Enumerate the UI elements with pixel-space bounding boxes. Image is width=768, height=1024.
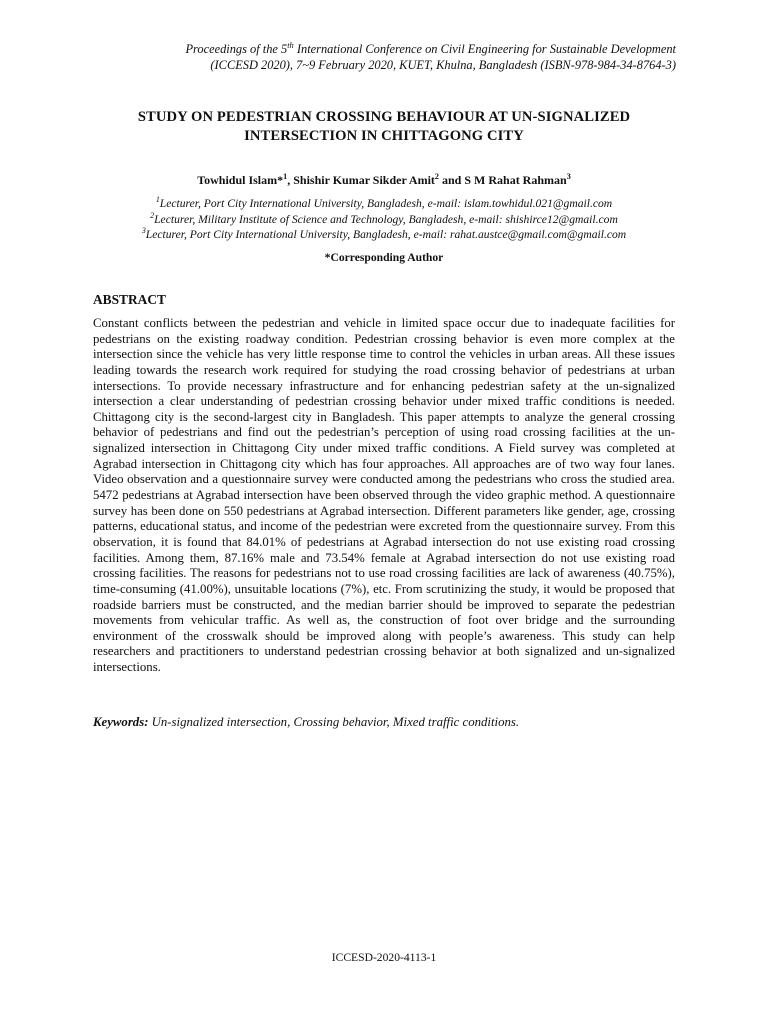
page-footer-id: ICCESD-2020-4113-1 [331, 951, 437, 964]
author-2: , Shishir Kumar Sikder Amit [287, 173, 435, 187]
affiliation-2 [80, 212, 688, 228]
header-line-2: (ICCESD 2020), 7~9 February 2020, KUET, Khulna, Bangladesh (ISBN-978-984-34-8764-3) [210, 57, 676, 72]
keywords-line [93, 715, 675, 730]
paper-title [80, 108, 688, 145]
author-1: Towhidul Islam* [197, 173, 284, 187]
abstract-heading: ABSTRACT [93, 292, 166, 307]
author-list [80, 173, 688, 188]
affiliation-2-sup: 2 [150, 210, 155, 220]
keywords-label: Keywords: [93, 715, 149, 729]
affiliation-3-text: Lecturer, Port City International University, Bangladesh, e-mail: rahat.austce@gmail.com@gmail.com [145, 228, 627, 241]
header-line-1-suffix: International Conference on Civil Engineering for Sustainable Development [293, 42, 676, 56]
title-line-2: INTERSECTION IN CHITTAGONG CITY [244, 127, 524, 144]
proceedings-header [80, 39, 676, 73]
affiliation-3 [80, 227, 688, 243]
affiliation-1-text: Lecturer, Port City International University, Bangladesh, e-mail: islam.towhidul.021@gmail.com [159, 197, 613, 210]
affiliation-1-sup: 1 [155, 195, 160, 205]
affiliation-3-sup: 3 [141, 226, 146, 236]
author-3-sup: 3 [566, 172, 571, 181]
title-line-1: STUDY ON PEDESTRIAN CROSSING BEHAVIOUR AT UN-SIGNALIZED [137, 109, 631, 125]
keywords-text: Un-signalized intersection, Crossing behavior, Mixed traffic conditions. [148, 715, 520, 729]
affiliations [80, 196, 688, 243]
affiliation-1 [80, 196, 688, 212]
author-1-sup: 1 [283, 172, 288, 181]
header-ordinal-sup: th [287, 39, 294, 50]
affiliation-2-text: Lecturer, Military Institute of Science and Technology, Bangladesh, e-mail: shishirce12@gmail.com [154, 212, 618, 226]
author-2-sup: 2 [434, 172, 439, 181]
header-line-1-prefix: Proceedings of the 5 [185, 42, 288, 56]
author-3: and S M Rahat Rahman [439, 173, 567, 187]
abstract-body: Constant conflicts between the pedestrian and vehicle in limited space occur due to inadequate facilities for pedestrians on the existing roadway condition. Pedestrian crossing behavior is even more complex at the intersection since the vehicle has very little response time to control the vehicles in urban areas. All these issues leading towards the research work required for studying the road crossing behavior of pedestrians at urban intersections. To provide necessary infrastructure and for enhancing pedestrian safety at the un-signalized intersection a clear understanding of pedestrian crossing behavior under mixed traffic conditions is needed. Chittagong city is the second-largest city in Bangladesh. This paper attempts to analyze the general crossing behavior of pedestrians and find out the pedestrian’s perception of using road crossing facilities at the un-signalized intersection in Chittagong City under mixed traffic conditions. A Field survey was completed at Agrabad intersection in Chittagong city which has four approaches. All approaches are of two way four lanes. Video observation and a questionnaire survey were conducted among the pedestrians who cross the studied area. 5472 pedestrians at Agrabad intersection have been observed through the video graphic method. A questionnaire survey has been done on 550 pedestrians at Agrabad intersection. Different parameters like gender, age, crossing patterns, educational status, and income of the pedestrian were excreted from the questionnaire survey. From this observation, it is found that 84.01% of pedestrians at Agrabad intersection do not use existing road crossing facilities. Among them, 87.16% male and 73.54% female at Agrabad intersection do not use existing road crossing facilities. The reasons for pedestrians not to use road crossing facilities are lack of awareness (40.75%), time-consuming (41.00%), unsuitable locations (7%), etc. From scrutinizing the study, it would be proposed that roadside barriers must be constructed, and the median barrier should be improved to separate the pedestrian movements from vehicular traffic. As well as, the construction of foot over bridge and the surrounding environment of the crosswalk should be improved along with people’s awareness. This study can help researchers and practitioners to understand pedestrian crossing behavior at both signalized and un-signalized intersections. [93, 316, 675, 675]
corresponding-author-note: *Corresponding Author [324, 251, 444, 264]
header-line-1 [80, 39, 676, 58]
